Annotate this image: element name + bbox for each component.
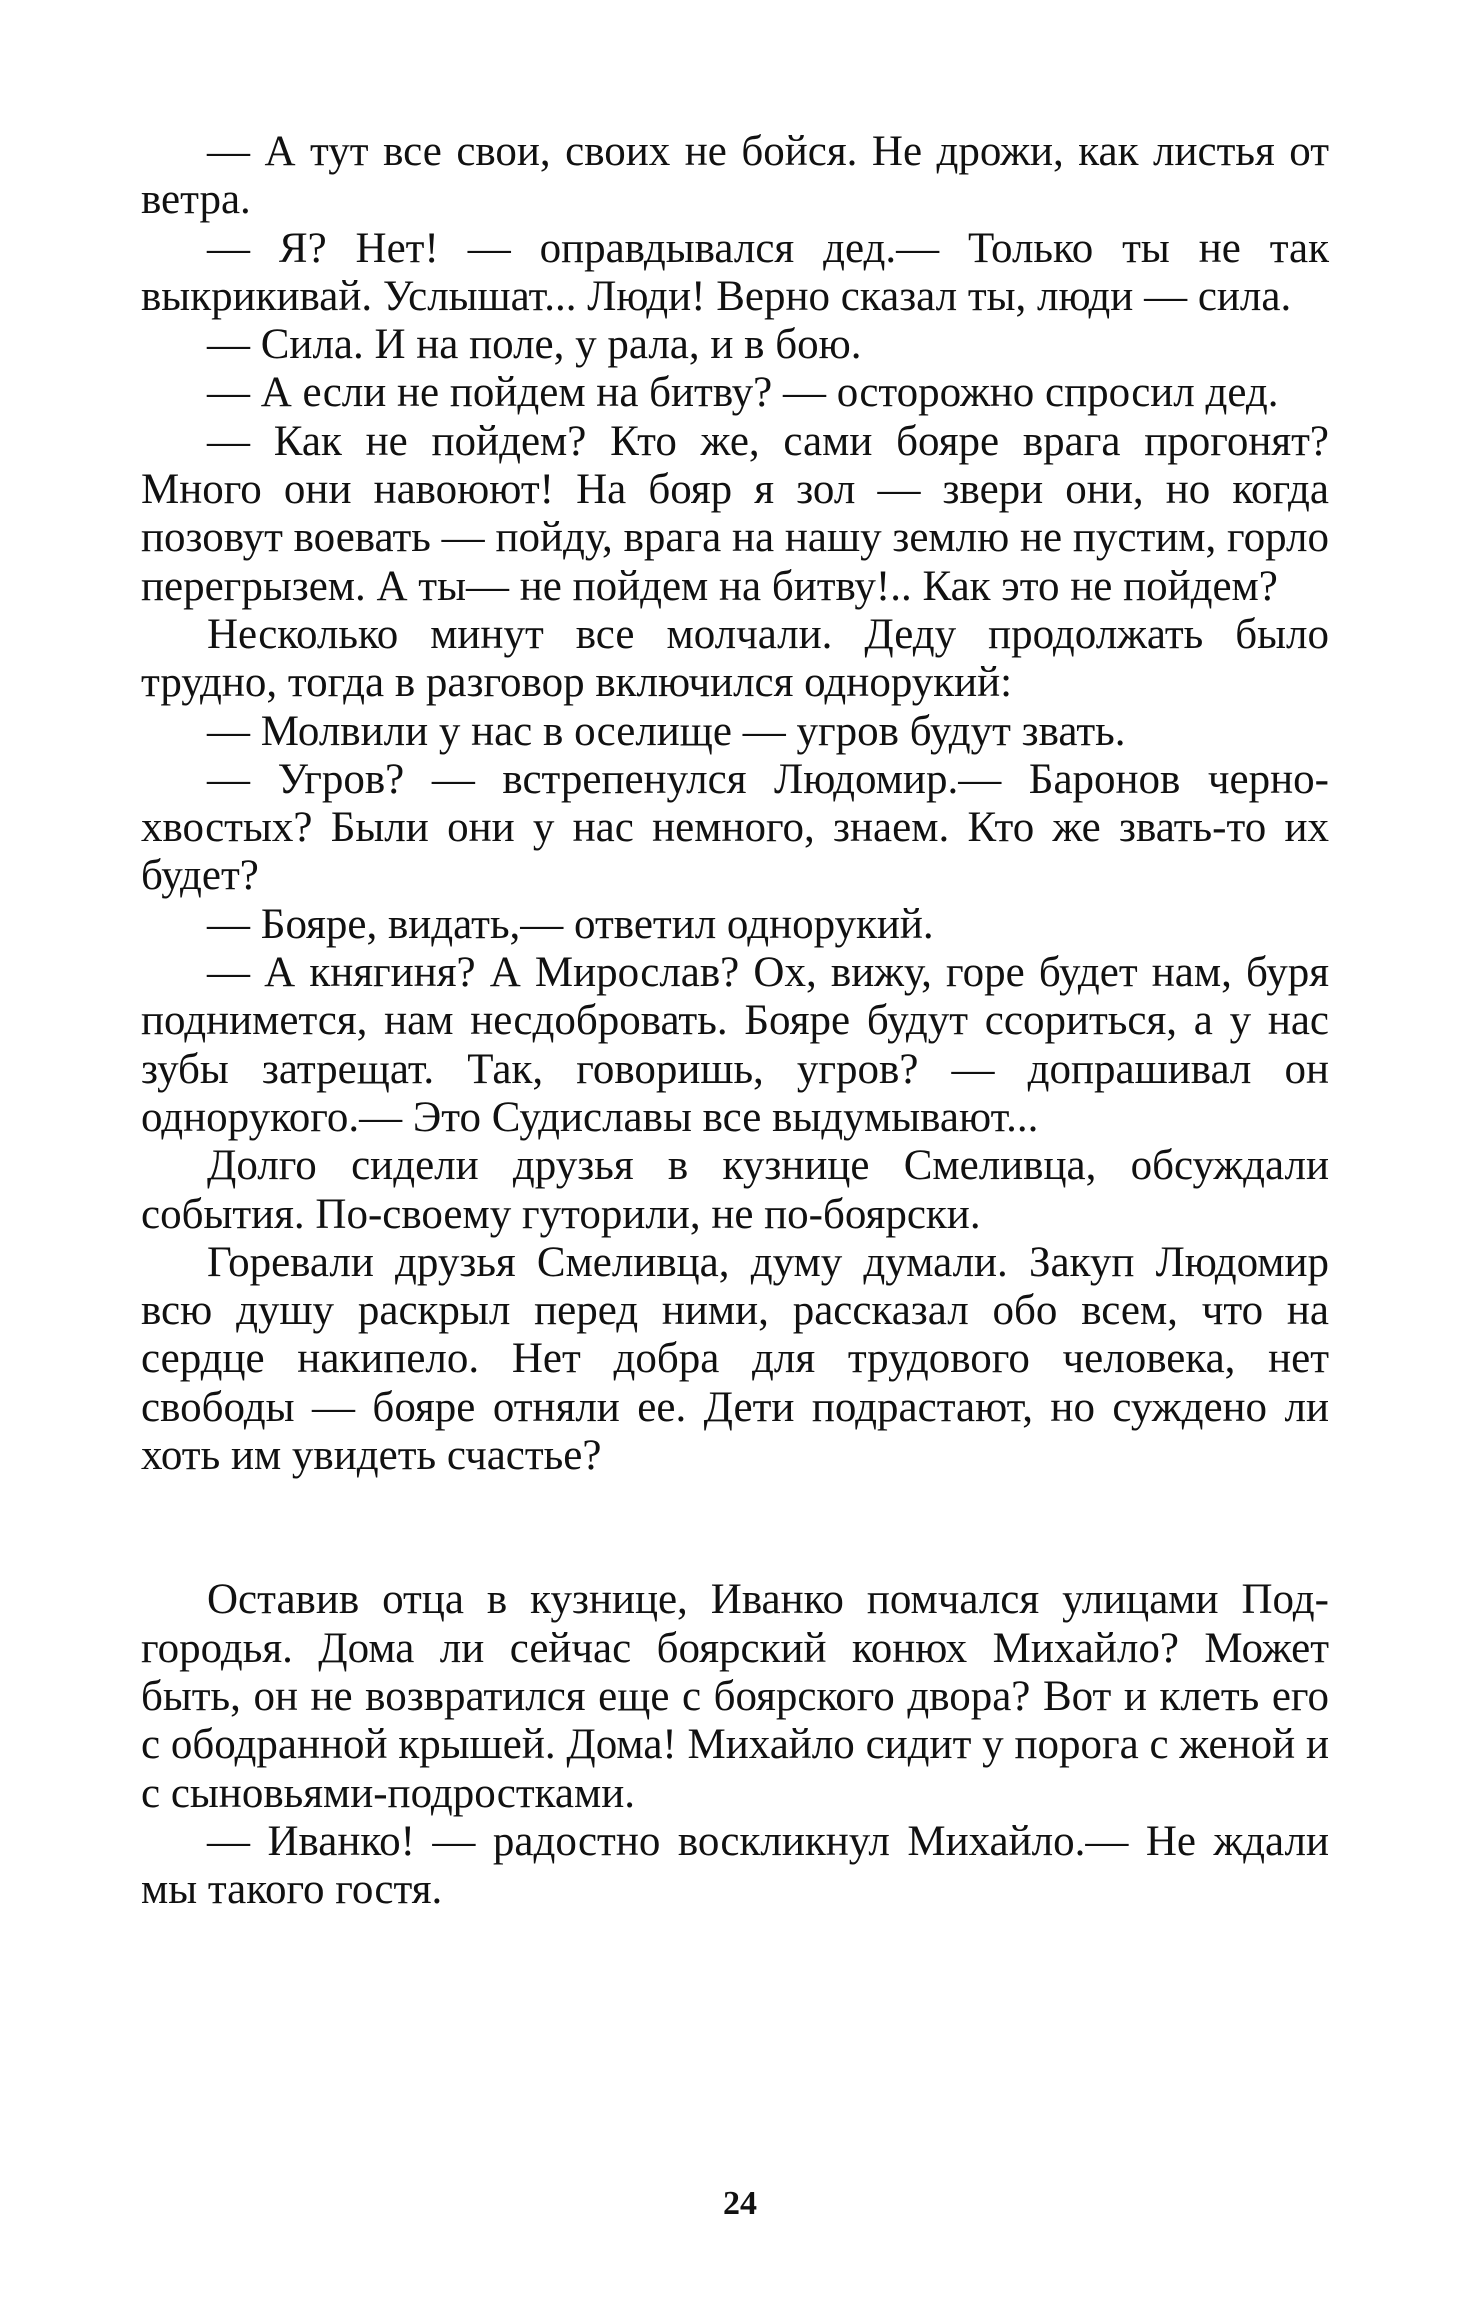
paragraph: — Молвили у нас в оселище — угров будут звать. <box>207 707 1126 755</box>
paragraph: Горевали друзья Смеливца, думу думали. Закуп Людомир всю душу раскрыл перед ними, рассказал обо всем, что на сердце накипело. Нет добра для трудового человека, нет свободы — бояре отняли ее. Дети подрастают, но суждено ли хоть им увидеть счастье? <box>141 1238 1329 1480</box>
paragraph: — Сила. И на поле, у рала, и в бою. <box>207 321 862 369</box>
paragraph: — А если не пойдем на битву? — осторожно спросил дед. <box>207 369 1279 417</box>
section-break <box>141 1480 1329 1576</box>
paragraph: — Бояре, видать,— ответил однорукий. <box>207 900 934 948</box>
paragraph: — А княгиня? А Мирослав? Ох, вижу, горе будет нам, буря поднимется, нам несдобровать. Бояре будут ссориться, а у нас зубы затрещат. Так, говоришь, угров? — допрашивал он однорукого.— Это Судиславы все выдумывают... <box>141 949 1329 1141</box>
paragraph: — Как не пойдем? Кто же, сами бояре врага прогонят? Много они навоюют! На бояр я зол — звери они, но когда позовут воевать — пойду, врага на нашу землю не пустим, горло перегрызем. А ты— не пойдем на битву!.. Как это не пойдем? <box>141 417 1329 610</box>
paragraph: — Угров? — встрепенулся Людомир.— Баронов чернохвостых? Были они у нас немного, знаем. Кто же звать-то их будет? <box>141 755 1329 900</box>
paragraph: — А тут все свои, своих не бойся. Не дрожи, как листья от ветра. <box>141 128 1329 224</box>
paragraph: Оставив отца в кузнице, Иванко помчался улицами Подгородья. Дома ли сейчас боярский конюх Михайло? Может быть, он не возвратился еще с боярского двора? Вот и клеть его с ободранной крышей. Дома! Михайло сидит у порога с женой и с сыновьями-подростками. <box>141 1576 1329 1817</box>
page-number: 24 <box>723 2185 757 2222</box>
page-body <box>141 128 1329 1914</box>
paragraph: — Я? Нет! — оправдывался дед.— Только ты не так выкрикивай. Услышат... Люди! Верно сказал ты, люди — сила. <box>141 224 1329 320</box>
paragraph: — Иванко! — радостно воскликнул Михайло.— Не ждали мы такого гостя. <box>141 1817 1329 1914</box>
paragraph: Долго сидели друзья в кузнице Смеливца, обсуждали события. По-своему гуторили, не по-боярски. <box>141 1142 1329 1238</box>
paragraph: Несколько минут все молчали. Деду продолжать было трудно, тогда в разговор включился однорукий: <box>141 610 1329 707</box>
